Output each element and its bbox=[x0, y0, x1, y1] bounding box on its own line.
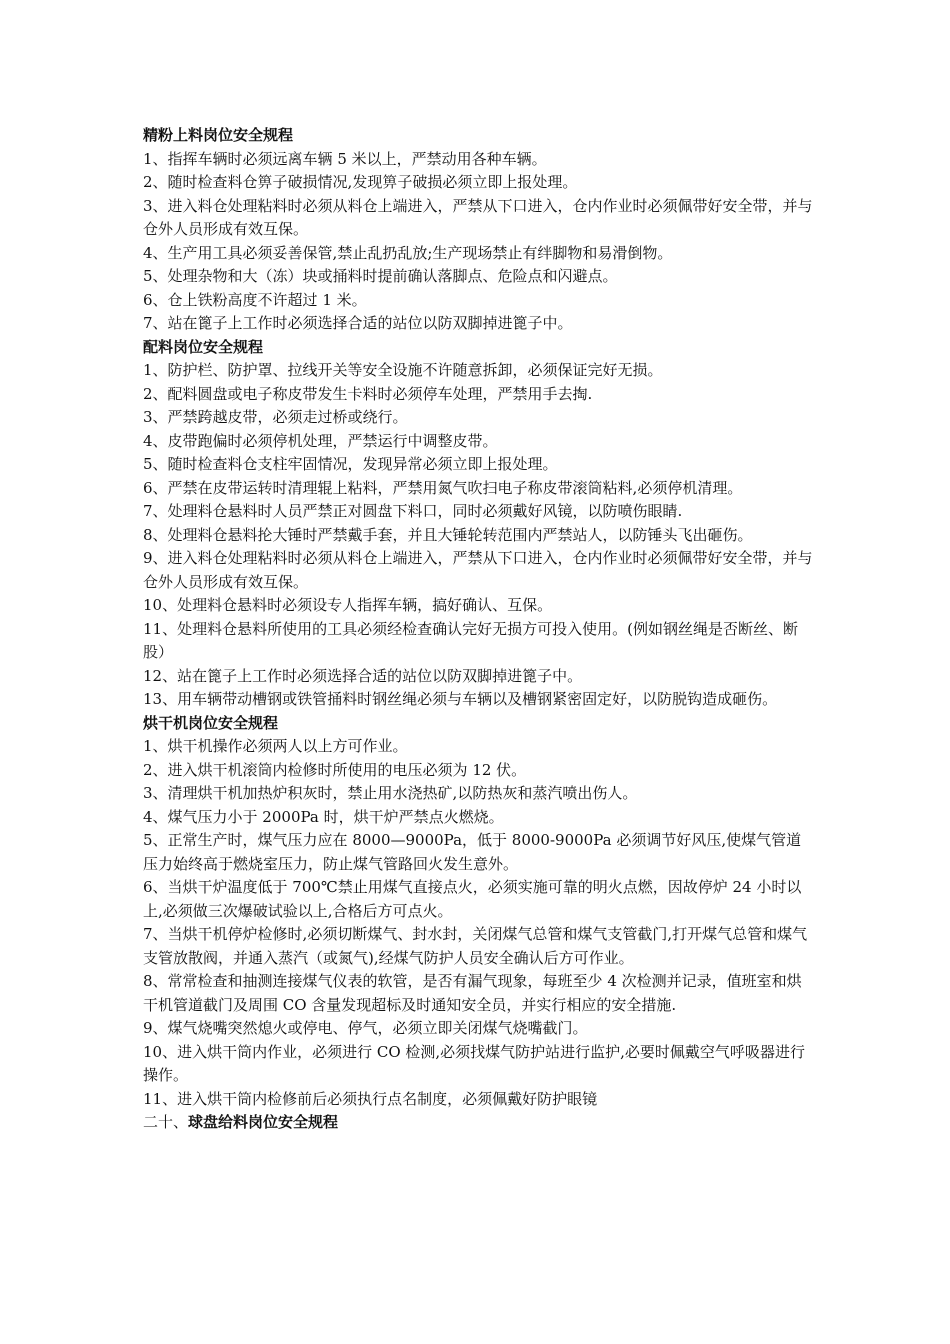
rule-item: 8、处理料仓悬料抡大锤时严禁戴手套，并且大锤轮转范围内严禁站人，以防锤头飞出砸伤。 bbox=[143, 525, 753, 544]
section-dryer bbox=[143, 712, 813, 1112]
rule-item: 5、处理杂物和大（冻）块或捅料时提前确认落脚点、危险点和闪避点。 bbox=[143, 267, 618, 285]
section-title: 球盘给料岗位安全规程 bbox=[188, 1113, 339, 1131]
section-number: 二十、 bbox=[143, 1113, 189, 1131]
rule-item: 9、进入料仓处理粘料时必须从料仓上端进入，严禁从下口进入，仓内作业时必须佩带好安全带，并与仓外人员形成有效互保。 bbox=[143, 549, 813, 591]
rule-item: 7、站在篦子上工作时必须选择合适的站位以防双脚掉进篦子中。 bbox=[143, 314, 573, 332]
rule-item: 7、当烘干机停炉检修时,必须切断煤气、封水封，关闭煤气总管和煤气支管截门,打开煤气总管和煤气支管放散阀，并通入蒸汽（或氮气),经煤气防护人员安全确认后方可作业。 bbox=[143, 925, 808, 967]
rule-item: 6、仓上铁粉高度不许超过 1 米。 bbox=[143, 290, 367, 309]
rule-item: 5、正常生产时，煤气压力应在 8000—9000Pa，低于 8000-9000Pa 必须调节好风压,使煤气管道压力始终高于燃烧室压力，防止煤气管路回火发生意外。 bbox=[143, 831, 802, 873]
section-batching bbox=[143, 336, 813, 712]
rule-item: 2、进入烘干机滚筒内检修时所使用的电压必须为 12 伏。 bbox=[143, 760, 527, 779]
rule-item: 3、严禁跨越皮带，必须走过桥或绕行。 bbox=[143, 408, 408, 426]
rule-item: 8、常常检查和抽测连接煤气仪表的软管，是否有漏气现象，每班至少 4 次检测并记录，值班室和烘干机管道截门及周围 CO 含量发现超标及时通知安全员，并实行相应的安全措施. bbox=[143, 972, 802, 1014]
section-title: 配料岗位安全规程 bbox=[143, 337, 264, 356]
rule-item: 10、进入烘干筒内作业，必须进行 CO 检测,必须找煤气防护站进行监护,必要时佩戴空气呼吸器进行操作。 bbox=[143, 1042, 805, 1084]
rule-item: 4、皮带跑偏时必须停机处理，严禁运行中调整皮带。 bbox=[143, 431, 498, 450]
rule-item: 2、随时检查料仓箅子破损情况,发现箅子破损必须立即上报处理。 bbox=[143, 173, 578, 191]
rule-item: 4、生产用工具必须妥善保管,禁止乱扔乱放;生产现场禁止有绊脚物和易滑倒物。 bbox=[143, 243, 673, 262]
rule-item: 6、严禁在皮带运转时清理辊上粘料，严禁用氮气吹扫电子称皮带滚筒粘料,必须停机清理。 bbox=[143, 478, 743, 497]
rule-item: 1、指挥车辆时必须远离车辆 5 米以上，严禁动用各种车辆。 bbox=[143, 149, 547, 168]
rule-item: 13、用车辆带动槽钢或铁管捅料时钢丝绳必须与车辆以及槽钢紧密固定好，以防脱钩造成砸伤。 bbox=[143, 690, 778, 708]
rule-item: 11、进入烘干筒内检修前后必须执行点名制度，必须佩戴好防护眼镜 bbox=[143, 1089, 598, 1108]
rule-item: 3、进入料仓处理粘料时必须从料仓上端进入，严禁从下口进入，仓内作业时必须佩带好安全带，并与仓外人员形成有效互保。 bbox=[143, 196, 813, 238]
rule-item: 12、站在篦子上工作时必须选择合适的站位以防双脚掉进篦子中。 bbox=[143, 666, 583, 685]
next-section-title bbox=[143, 1111, 813, 1135]
section-title: 烘干机岗位安全规程 bbox=[143, 713, 279, 732]
rule-item: 11、处理料仓悬料所使用的工具必须经检查确认完好无损方可投入使用。(例如钢丝绳是否断丝、断股） bbox=[143, 619, 798, 661]
document-page bbox=[143, 124, 813, 1135]
rule-item: 9、煤气烧嘴突然熄火或停电、停气，必须立即关闭煤气烧嘴截门。 bbox=[143, 1019, 588, 1037]
rule-item: 4、煤气压力小于 2000Pa 时，烘干炉严禁点火燃烧。 bbox=[143, 807, 504, 826]
section-title: 精粉上料岗位安全规程 bbox=[143, 126, 294, 144]
rule-item: 7、处理料仓悬料时人员严禁正对圆盘下料口，同时必须戴好风镜，以防喷伤眼睛. bbox=[143, 502, 683, 520]
rule-item: 1、烘干机操作必须两人以上方可作业。 bbox=[143, 737, 408, 755]
rule-item: 5、随时检查料仓支柱牢固情况，发现异常必须立即上报处理。 bbox=[143, 455, 558, 473]
section-fine-powder-feeding bbox=[143, 124, 813, 336]
rule-item: 6、当烘干炉温度低于 700℃禁止用煤气直接点火，必须实施可靠的明火点燃，因故停炉 24 小时以上,必须做三次爆破试验以上,合格后方可点火。 bbox=[143, 878, 802, 920]
rule-item: 1、防护栏、防护罩、拉线开关等安全设施不许随意拆卸，必须保证完好无损。 bbox=[143, 361, 663, 379]
rule-item: 2、配料圆盘或电子称皮带发生卡料时必须停车处理，严禁用手去掏. bbox=[143, 384, 593, 403]
rule-item: 10、处理料仓悬料时必须设专人指挥车辆，搞好确认、互保。 bbox=[143, 596, 553, 614]
rule-item: 3、清理烘干机加热炉积灰时，禁止用水浇热矿,以防热灰和蒸汽喷出伤人。 bbox=[143, 784, 638, 802]
